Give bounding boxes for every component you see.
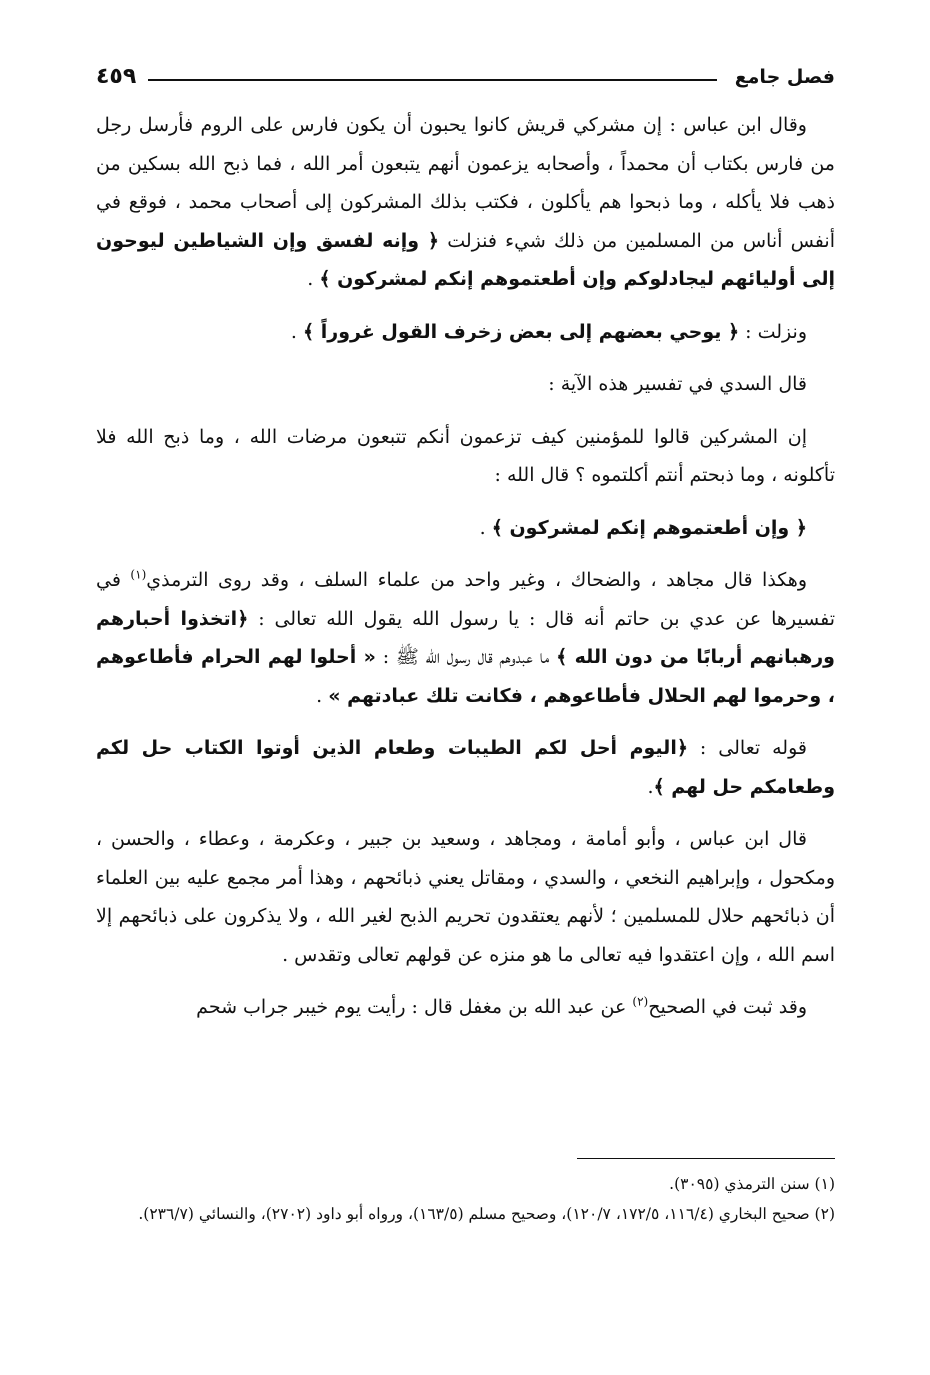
paragraph-text: ونزلت :	[739, 320, 807, 343]
footnote-ref-2[interactable]: (٢)	[632, 994, 649, 1009]
chapter-title: فصل جامع	[734, 66, 835, 88]
paragraph-text: .	[479, 516, 492, 539]
paragraph-text: عن عبد الله بن مغفل قال : رأيت يوم خيبر جراب شحم	[196, 996, 633, 1018]
hadith-quote: « أحلوا لهم الحرام فأطاعوهم ، وحرموا لهم الحلال فأطاعوهم ، فكانت تلك عبادتهم »	[96, 646, 835, 707]
footnote-2: (٢) صحيح البخاري (١١٦/٤، ١٧٢/٥، ١٢٠/٧)، وصحيح مسلم (١٦٣/٥)، ورواه أبو داود (٢٧٠٢)، والنسائي (٢٣٦/٧).	[138, 1205, 835, 1223]
paragraph-9	[96, 988, 835, 1027]
footnote-separator	[577, 1158, 835, 1159]
quran-verse: ﴿ يوحي بعضهم إلى بعض زخرف القول غروراً ﴾	[303, 320, 740, 343]
footnote-ref-1[interactable]: (١)	[130, 567, 147, 582]
footnote-1: (١) سنن الترمذي (٣٠٩٥).	[669, 1175, 835, 1193]
paragraph-text: وهكذا قال مجاهد ، والضحاك ، وغير واحد من علماء السلف ، وقد روى الترمذي	[146, 569, 807, 591]
paragraph-6	[96, 561, 835, 715]
paragraph-text: .	[647, 775, 654, 798]
paragraph-3: قال السدي في تفسير هذه الآية :	[548, 373, 807, 395]
page-number: ٤٥٩	[96, 64, 137, 89]
paragraph-text: ما عبدوهم قال رسول الله ﷺ :	[375, 646, 557, 668]
paragraph-1	[96, 106, 835, 299]
paragraph-8: قال ابن عباس ، وأبو أمامة ، ومجاهد ، وسعيد بن جبير ، وعكرمة ، وعطاء ، والحسن ، ومكحول ، وإبراهيم النخعي ، والسدي ، ومقاتل يعني ذبائحهم ، وهذا أمر مجمع عليه بين العلماء أن ذبائحهم حلال للمسلمين ؛ لأنهم يعتقدون تحريم الذبح لغير الله ، ولا يذكرون على ذبائحهم إلا اسم الله ، وإن اعتقدوا فيه تعالى ما هو منزه عن قولهم تعالى وتقدس .	[96, 828, 835, 966]
paragraph-text: وقد ثبت في الصحيح	[648, 996, 807, 1018]
page-header	[96, 62, 835, 98]
paragraph-text: .	[290, 320, 303, 343]
paragraph-2	[96, 313, 835, 352]
paragraph-4: إن المشركين قالوا للمؤمنين كيف تزعمون أنكم تتبعون مرضات الله ، وما ذبح الله فلا تأكلونه ، وما ذبحتم أنتم أكلتموه ؟ قال الله :	[96, 425, 835, 486]
footnotes	[96, 1158, 835, 1229]
paragraph-text: وقال ابن عباس : إن مشركي قريش كانوا يحبون أن يكون فارس على الروم فأرسل رجل من فارس بكتاب أن محمداً ، وأصحابه يزعمون أنهم يتبعون أمر الله ، فما ذبح الله بسكين من ذهب فلا يأكله ، وما ذبحوا هم يأكلون ، فكتب بذلك المشركون إلى أصحاب محمد ، فوقع في أنفس أناس من المسلمين من ذلك شيء فنزلت	[96, 114, 835, 252]
paragraph-text: .	[307, 268, 320, 290]
quran-verse: ﴿ وإنه لفسق وإن الشياطين ليوحون إلى أوليائهم ليجادلوكم وإن أطعتموهم إنكم لمشركون ﴾	[96, 229, 835, 290]
quran-verse: ﴿اتخذوا أحبارهم ورهبانهم أربابًا من دون الله ﴾	[96, 607, 835, 668]
paragraph-text: قوله تعالى :	[687, 737, 807, 759]
paragraph-5	[96, 509, 835, 548]
header-rule	[148, 79, 717, 81]
main-text	[96, 106, 835, 1041]
paragraph-7	[96, 729, 835, 806]
paragraph-text: في تفسيرها عن عدي بن حاتم أنه قال : يا رسول الله يقول الله تعالى :	[96, 569, 835, 630]
paragraph-text: .	[316, 684, 329, 707]
quran-verse: ﴿ وإن أطعتموهم إنكم لمشركون ﴾	[491, 516, 807, 539]
quran-verse: ﴿اليوم أحل لكم الطيبات وطعام الذين أوتوا الكتاب حل لكم وطعامكم حل لهم ﴾	[96, 737, 835, 798]
